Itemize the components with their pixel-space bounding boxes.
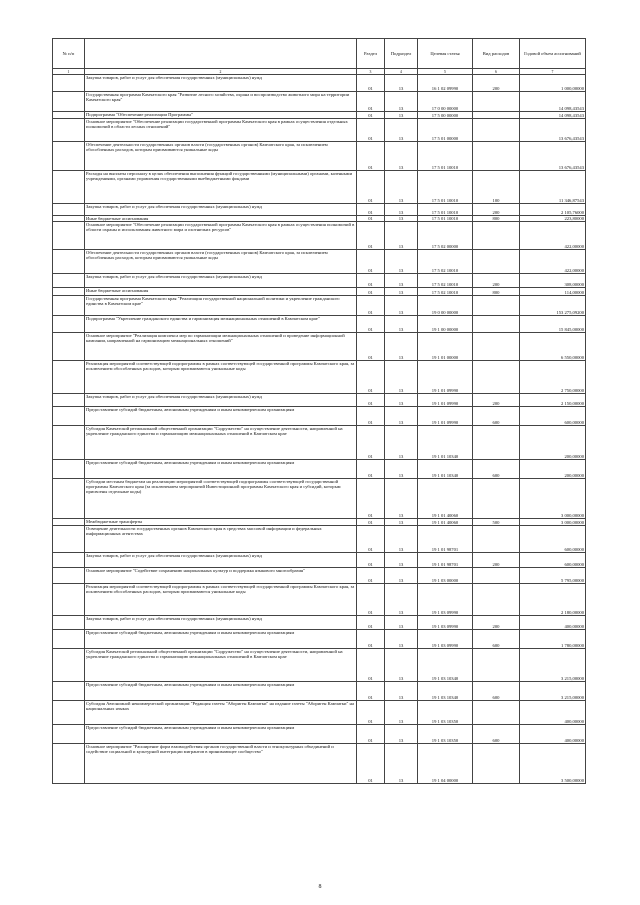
row-amount: 600,00000 bbox=[520, 407, 586, 426]
row-num bbox=[53, 142, 85, 171]
row-target: 19 1 03 10350 bbox=[418, 725, 473, 744]
row-razdel: 01 bbox=[357, 460, 385, 479]
row-name: Субсидии местным бюджетам на реализацию мероприятий соответствующей подпрограммы соответствующей государственной программы Камчатского края (за исключением мероприятий Инвестиционной программы Камчатского края и субсидий, которым присвоены отдельные коды) bbox=[85, 479, 357, 519]
row-amount: 14 098,43543 bbox=[520, 112, 586, 119]
row-target: 19 0 00 00000 bbox=[418, 296, 473, 316]
row-name: Расходы на выплаты персоналу в целях обеспечения выполнения функций государственными (муниципальными) органами, казенными учреждениями, органами управления государственными внебюджетными фондами bbox=[85, 171, 357, 204]
row-name: Государственная программа Камчатского края "Развитие лесного хозяйства, охрана и воспроизводство животного мира на территории Камчатского края" bbox=[85, 92, 357, 112]
table-row bbox=[53, 568, 586, 584]
table-row bbox=[53, 333, 586, 361]
index-cell: 1 bbox=[53, 69, 85, 75]
table-row bbox=[53, 649, 586, 682]
row-podrazdel: 13 bbox=[385, 394, 418, 407]
row-name: Предоставление субсидий бюджетным, автономным учреждениям и иным некоммерческим организациям bbox=[85, 630, 357, 649]
row-amount: 1 780,00000 bbox=[520, 630, 586, 649]
row-num bbox=[53, 250, 85, 274]
row-podrazdel: 13 bbox=[385, 216, 418, 222]
row-name: Субсидия Камчатской региональной общественной организации "Содружество" на осуществление деятельности, направленной на укрепление гражданского единства и гармонизацию межнациональных отношений в Камчатском крае bbox=[85, 426, 357, 460]
index-cell: 6 bbox=[473, 69, 520, 75]
row-vid bbox=[473, 222, 520, 250]
row-razdel: 01 bbox=[357, 407, 385, 426]
row-amount: 600,00000 bbox=[520, 553, 586, 568]
row-target: 17 5 01 10010 bbox=[418, 171, 473, 204]
row-target: 19 1 03 00000 bbox=[418, 568, 473, 584]
row-name: Предоставление субсидий бюджетным, автономным учреждениям и иным некоммерческим организациям bbox=[85, 460, 357, 479]
table-row bbox=[53, 142, 586, 171]
table-row bbox=[53, 112, 586, 119]
row-amount: 200,00000 bbox=[520, 426, 586, 460]
row-name: Закупка товаров, работ и услуг для обеспечения государственных (муниципальных) нужд bbox=[85, 204, 357, 216]
row-podrazdel: 13 bbox=[385, 296, 418, 316]
row-razdel: 01 bbox=[357, 361, 385, 394]
row-razdel: 01 bbox=[357, 296, 385, 316]
row-amount: 400,00000 bbox=[520, 725, 586, 744]
row-name: Субсидия Камчатской региональной общественной организации "Содружество" на осуществление деятельности, направленной на укрепление гражданского единства и гармонизацию межнациональных отношений в Камчатском крае bbox=[85, 649, 357, 682]
budget-table bbox=[52, 38, 586, 784]
row-vid bbox=[473, 112, 520, 119]
row-vid: 200 bbox=[473, 616, 520, 630]
row-amount: 114,00000 bbox=[520, 288, 586, 296]
row-vid: 600 bbox=[473, 725, 520, 744]
row-name: Закупка товаров, работ и услуг для обеспечения государственных (муниципальных) нужд bbox=[85, 75, 357, 92]
row-podrazdel: 13 bbox=[385, 316, 418, 333]
row-num bbox=[53, 222, 85, 250]
row-podrazdel: 13 bbox=[385, 526, 418, 553]
row-vid bbox=[473, 333, 520, 361]
row-razdel: 01 bbox=[357, 288, 385, 296]
row-vid: 600 bbox=[473, 460, 520, 479]
table-row bbox=[53, 288, 586, 296]
row-target: 17 5 01 10010 bbox=[418, 216, 473, 222]
row-num bbox=[53, 616, 85, 630]
row-name: Закупка товаров, работ и услуг для обеспечения государственных (муниципальных) нужд bbox=[85, 616, 357, 630]
row-podrazdel: 13 bbox=[385, 701, 418, 725]
row-num bbox=[53, 75, 85, 92]
table-row bbox=[53, 296, 586, 316]
row-razdel: 01 bbox=[357, 316, 385, 333]
table-row bbox=[53, 701, 586, 725]
table-row bbox=[53, 725, 586, 744]
row-amount: 14 098,43543 bbox=[520, 92, 586, 112]
row-name: Реализация мероприятий соответствующей подпрограммы в рамках соответствующей государственной программы Камчатского края, за исключением обособленных расходов, которым присваиваются уникальные коды bbox=[85, 361, 357, 394]
row-num bbox=[53, 296, 85, 316]
row-vid: 200 bbox=[473, 75, 520, 92]
row-target: 19 1 00 00000 bbox=[418, 316, 473, 333]
row-podrazdel: 13 bbox=[385, 204, 418, 216]
table-row bbox=[53, 426, 586, 460]
row-amount: 308,00000 bbox=[520, 274, 586, 288]
row-amount: 3 000,00000 bbox=[520, 519, 586, 526]
row-podrazdel: 13 bbox=[385, 333, 418, 361]
row-amount: 200,00000 bbox=[520, 460, 586, 479]
row-podrazdel: 13 bbox=[385, 568, 418, 584]
row-num bbox=[53, 426, 85, 460]
row-vid bbox=[473, 649, 520, 682]
row-vid: 200 bbox=[473, 274, 520, 288]
row-amount: 13 676,43543 bbox=[520, 142, 586, 171]
table-row bbox=[53, 75, 586, 92]
row-podrazdel: 13 bbox=[385, 222, 418, 250]
row-vid bbox=[473, 92, 520, 112]
row-num bbox=[53, 316, 85, 333]
row-target: 17 5 02 10010 bbox=[418, 274, 473, 288]
row-target: 19 1 01 40060 bbox=[418, 479, 473, 519]
row-podrazdel: 13 bbox=[385, 460, 418, 479]
row-target: 19 1 01 98701 bbox=[418, 526, 473, 553]
row-amount: 11 346,87543 bbox=[520, 171, 586, 204]
row-vid bbox=[473, 316, 520, 333]
row-amount: 1 000,00000 bbox=[520, 75, 586, 92]
row-target: 19 1 03 10350 bbox=[418, 701, 473, 725]
row-podrazdel: 13 bbox=[385, 616, 418, 630]
row-vid bbox=[473, 584, 520, 616]
row-razdel: 01 bbox=[357, 682, 385, 701]
row-amount: 2 105,76000 bbox=[520, 204, 586, 216]
row-amount: 15 845,00000 bbox=[520, 316, 586, 333]
row-vid bbox=[473, 744, 520, 784]
index-cell: 7 bbox=[520, 69, 586, 75]
row-name: Предоставление субсидий бюджетным, автономным учреждениям и иным некоммерческим организациям bbox=[85, 682, 357, 701]
row-num bbox=[53, 361, 85, 394]
row-num bbox=[53, 568, 85, 584]
row-name: Иные бюджетные ассигнования bbox=[85, 288, 357, 296]
table-row bbox=[53, 526, 586, 553]
row-amount: 422,00000 bbox=[520, 222, 586, 250]
row-amount: 3 500,00000 bbox=[520, 744, 586, 784]
row-target: 17 0 00 00000 bbox=[418, 92, 473, 112]
row-razdel: 01 bbox=[357, 725, 385, 744]
row-podrazdel: 13 bbox=[385, 112, 418, 119]
row-razdel: 01 bbox=[357, 222, 385, 250]
row-razdel: 01 bbox=[357, 394, 385, 407]
header-amount: Годовой объем ассигнований bbox=[520, 39, 586, 69]
row-podrazdel: 13 bbox=[385, 407, 418, 426]
row-podrazdel: 13 bbox=[385, 649, 418, 682]
header-target: Целевая статья bbox=[418, 39, 473, 69]
row-amount: 2 180,00000 bbox=[520, 584, 586, 616]
row-razdel: 01 bbox=[357, 204, 385, 216]
header-razdel: Раздел bbox=[357, 39, 385, 69]
table-row bbox=[53, 361, 586, 394]
row-name: Обеспечение деятельности государственных органов власти (государственных органов) Камчатского края, за исключением обособленных расходов, которым присваиваются уникальные коды bbox=[85, 142, 357, 171]
row-amount: 5 795,00000 bbox=[520, 568, 586, 584]
row-amount: 3 000,00000 bbox=[520, 479, 586, 519]
row-vid: 600 bbox=[473, 407, 520, 426]
row-podrazdel: 13 bbox=[385, 92, 418, 112]
table-row bbox=[53, 222, 586, 250]
row-podrazdel: 13 bbox=[385, 584, 418, 616]
row-podrazdel: 13 bbox=[385, 119, 418, 142]
row-num bbox=[53, 725, 85, 744]
row-amount: 400,00000 bbox=[520, 616, 586, 630]
row-target: 19 1 03 09990 bbox=[418, 584, 473, 616]
row-num bbox=[53, 171, 85, 204]
table-row bbox=[53, 479, 586, 519]
row-target: 19 1 01 10340 bbox=[418, 426, 473, 460]
row-num bbox=[53, 460, 85, 479]
row-target: 17 5 01 10010 bbox=[418, 142, 473, 171]
row-amount: 13 676,43543 bbox=[520, 119, 586, 142]
index-cell: 3 bbox=[357, 69, 385, 75]
row-target: 19 1 01 09990 bbox=[418, 407, 473, 426]
table-row bbox=[53, 744, 586, 784]
row-target: 17 5 01 00000 bbox=[418, 119, 473, 142]
row-target: 19 1 01 98701 bbox=[418, 553, 473, 568]
table-row bbox=[53, 407, 586, 426]
row-name: Предоставление субсидий бюджетным, автономным учреждениям и иным некоммерческим организациям bbox=[85, 407, 357, 426]
page-number: 8 bbox=[318, 884, 322, 890]
row-name: Основное мероприятие "Содействие сохранению национальных культур и поддержка языкового многообразия" bbox=[85, 568, 357, 584]
row-num bbox=[53, 479, 85, 519]
row-target: 19 1 03 10340 bbox=[418, 682, 473, 701]
row-razdel: 01 bbox=[357, 75, 385, 92]
row-vid bbox=[473, 250, 520, 274]
row-vid: 200 bbox=[473, 204, 520, 216]
row-num bbox=[53, 630, 85, 649]
header-row bbox=[53, 39, 586, 69]
row-vid bbox=[473, 568, 520, 584]
row-vid bbox=[473, 426, 520, 460]
row-razdel: 01 bbox=[357, 584, 385, 616]
row-num bbox=[53, 519, 85, 526]
row-vid: 200 bbox=[473, 553, 520, 568]
row-name: Основное мероприятие "Реализация комплекса мер по гармонизации межнациональных отношений и проведение информационной кампании, направленной на гармонизацию межнациональных отношений" bbox=[85, 333, 357, 361]
table-row bbox=[53, 460, 586, 479]
row-name: Государственная программа Камчатского края "Реализация государственной национальной политики и укрепление гражданского единства в Камчатском крае" bbox=[85, 296, 357, 316]
row-name: Основное мероприятие "Расширение форм взаимодействия органов государственной власти и этнокультурных объединений и содействие социальной и культурной интеграции мигрантов в принимающее сообщество" bbox=[85, 744, 357, 784]
row-target: 17 5 02 00000 bbox=[418, 222, 473, 250]
row-podrazdel: 13 bbox=[385, 725, 418, 744]
row-amount: 600,00000 bbox=[520, 526, 586, 553]
table-row bbox=[53, 171, 586, 204]
row-num bbox=[53, 526, 85, 553]
row-razdel: 01 bbox=[357, 630, 385, 649]
row-podrazdel: 13 bbox=[385, 479, 418, 519]
row-target: 19 1 01 09990 bbox=[418, 394, 473, 407]
index-cell: 5 bbox=[418, 69, 473, 75]
row-num bbox=[53, 584, 85, 616]
row-razdel: 01 bbox=[357, 216, 385, 222]
row-vid: 600 bbox=[473, 682, 520, 701]
row-num bbox=[53, 649, 85, 682]
row-razdel: 01 bbox=[357, 649, 385, 682]
table-row bbox=[53, 274, 586, 288]
row-num bbox=[53, 744, 85, 784]
table-row bbox=[53, 119, 586, 142]
row-razdel: 01 bbox=[357, 142, 385, 171]
table-row bbox=[53, 394, 586, 407]
row-target: 19 1 04 00000 bbox=[418, 744, 473, 784]
row-target: 19 1 01 40060 bbox=[418, 519, 473, 526]
header-num: № п/п bbox=[53, 39, 85, 69]
row-razdel: 01 bbox=[357, 526, 385, 553]
row-vid bbox=[473, 361, 520, 394]
row-num bbox=[53, 682, 85, 701]
table-row bbox=[53, 250, 586, 274]
row-target: 19 1 01 10340 bbox=[418, 460, 473, 479]
row-num bbox=[53, 407, 85, 426]
row-amount: 223,80000 bbox=[520, 216, 586, 222]
row-num bbox=[53, 92, 85, 112]
row-amount: 2 150,00000 bbox=[520, 394, 586, 407]
row-razdel: 01 bbox=[357, 479, 385, 519]
row-vid: 100 bbox=[473, 171, 520, 204]
row-razdel: 01 bbox=[357, 616, 385, 630]
row-podrazdel: 13 bbox=[385, 682, 418, 701]
row-podrazdel: 13 bbox=[385, 519, 418, 526]
row-name: Основное мероприятие "Обеспечение реализации государственной программы Камчатского края в рамках осуществления полномочий в области охраны и использования животного мира и охотничьих ресурсов" bbox=[85, 222, 357, 250]
row-podrazdel: 13 bbox=[385, 553, 418, 568]
row-vid: 800 bbox=[473, 288, 520, 296]
row-amount: 153 275,09200 bbox=[520, 296, 586, 316]
row-vid bbox=[473, 701, 520, 725]
row-vid: 800 bbox=[473, 216, 520, 222]
row-amount: 3 215,00000 bbox=[520, 682, 586, 701]
row-name: Закупка товаров, работ и услуг для обеспечения государственных (муниципальных) нужд bbox=[85, 394, 357, 407]
row-vid bbox=[473, 142, 520, 171]
row-num bbox=[53, 204, 85, 216]
row-razdel: 01 bbox=[357, 519, 385, 526]
row-target: 17 5 01 10010 bbox=[418, 204, 473, 216]
row-target: 19 1 01 00000 bbox=[418, 333, 473, 361]
row-vid: 200 bbox=[473, 394, 520, 407]
table-row bbox=[53, 204, 586, 216]
row-vid: 500 bbox=[473, 519, 520, 526]
row-vid: 600 bbox=[473, 630, 520, 649]
row-name: Субсидия Автономной некоммерческой организации "Редакция газеты "Абориген Камчатки" на издание газеты "Абориген Камчатки" на национальных языках bbox=[85, 701, 357, 725]
row-podrazdel: 13 bbox=[385, 75, 418, 92]
row-razdel: 01 bbox=[357, 568, 385, 584]
row-razdel: 01 bbox=[357, 426, 385, 460]
row-razdel: 01 bbox=[357, 701, 385, 725]
row-podrazdel: 13 bbox=[385, 142, 418, 171]
row-target: 19 1 03 10340 bbox=[418, 649, 473, 682]
table-row bbox=[53, 519, 586, 526]
table-row bbox=[53, 553, 586, 568]
row-amount: 6 550,00000 bbox=[520, 333, 586, 361]
row-vid bbox=[473, 479, 520, 519]
row-podrazdel: 13 bbox=[385, 274, 418, 288]
row-target: 16 1 02 09990 bbox=[418, 75, 473, 92]
row-num bbox=[53, 274, 85, 288]
row-num bbox=[53, 553, 85, 568]
row-razdel: 01 bbox=[357, 171, 385, 204]
row-podrazdel: 13 bbox=[385, 171, 418, 204]
row-name: Обеспечение деятельности государственных органов власти (государственных органов) Камчатского края, за исключением обособленных расходов, которым присваиваются уникальные коды bbox=[85, 250, 357, 274]
row-amount: 400,00000 bbox=[520, 701, 586, 725]
row-name: Реализация мероприятий соответствующей подпрограммы в рамках соответствующей государственной программы Камчатского края, за исключением обособленных расходов, которым присваиваются уникальные коды bbox=[85, 584, 357, 616]
row-vid bbox=[473, 526, 520, 553]
row-podrazdel: 13 bbox=[385, 361, 418, 394]
table-row bbox=[53, 630, 586, 649]
header-vid: Вид расходов bbox=[473, 39, 520, 69]
row-razdel: 01 bbox=[357, 274, 385, 288]
row-name: Предоставление субсидий бюджетным, автономным учреждениям и иным некоммерческим организациям bbox=[85, 725, 357, 744]
row-podrazdel: 13 bbox=[385, 426, 418, 460]
row-name: Иные бюджетные ассигнования bbox=[85, 216, 357, 222]
row-target: 17 5 02 10010 bbox=[418, 250, 473, 274]
row-vid bbox=[473, 296, 520, 316]
index-cell: 4 bbox=[385, 69, 418, 75]
row-name: Закупка товаров, работ и услуг для обеспечения государственных (муниципальных) нужд bbox=[85, 274, 357, 288]
row-amount: 3 215,00000 bbox=[520, 649, 586, 682]
table-row bbox=[53, 316, 586, 333]
row-podrazdel: 13 bbox=[385, 744, 418, 784]
row-razdel: 01 bbox=[357, 119, 385, 142]
row-num bbox=[53, 112, 85, 119]
table-row bbox=[53, 616, 586, 630]
row-podrazdel: 13 bbox=[385, 630, 418, 649]
row-target: 17 5 02 10010 bbox=[418, 288, 473, 296]
row-razdel: 01 bbox=[357, 744, 385, 784]
row-razdel: 01 bbox=[357, 553, 385, 568]
row-target: 19 1 03 09990 bbox=[418, 630, 473, 649]
row-name: Подпрограмма "Укрепление гражданского единства и гармонизация межнациональных отношений в Камчатском крае" bbox=[85, 316, 357, 333]
row-podrazdel: 13 bbox=[385, 288, 418, 296]
table-row bbox=[53, 584, 586, 616]
row-name: Закупка товаров, работ и услуг для обеспечения государственных (муниципальных) нужд bbox=[85, 553, 357, 568]
row-razdel: 01 bbox=[357, 333, 385, 361]
row-num bbox=[53, 701, 85, 725]
row-name: Освещение деятельности государственных органов Камчатского края в средствах массовой информации и федеральных информационных агентствах bbox=[85, 526, 357, 553]
index-cell: 2 bbox=[85, 69, 357, 75]
table-row bbox=[53, 92, 586, 112]
row-num bbox=[53, 288, 85, 296]
row-razdel: 01 bbox=[357, 112, 385, 119]
header-name bbox=[85, 39, 357, 69]
row-target: 19 1 03 09990 bbox=[418, 616, 473, 630]
row-name: Межбюджетные трансферты bbox=[85, 519, 357, 526]
header-podrazdel: Подраздел bbox=[385, 39, 418, 69]
row-name: Подпрограмма "Обеспечение реализации Программы" bbox=[85, 112, 357, 119]
table-row bbox=[53, 682, 586, 701]
row-vid bbox=[473, 119, 520, 142]
row-razdel: 01 bbox=[357, 92, 385, 112]
row-num bbox=[53, 394, 85, 407]
row-target: 17 5 00 00000 bbox=[418, 112, 473, 119]
row-name: Основное мероприятие "Обеспечение реализации государственной программы Камчатского края в рамках осуществления отдельных полномочий в области лесных отношений" bbox=[85, 119, 357, 142]
row-razdel: 01 bbox=[357, 250, 385, 274]
row-target: 19 1 01 09990 bbox=[418, 361, 473, 394]
row-amount: 422,00000 bbox=[520, 250, 586, 274]
row-podrazdel: 13 bbox=[385, 250, 418, 274]
row-num bbox=[53, 119, 85, 142]
row-amount: 2 750,00000 bbox=[520, 361, 586, 394]
row-num bbox=[53, 333, 85, 361]
